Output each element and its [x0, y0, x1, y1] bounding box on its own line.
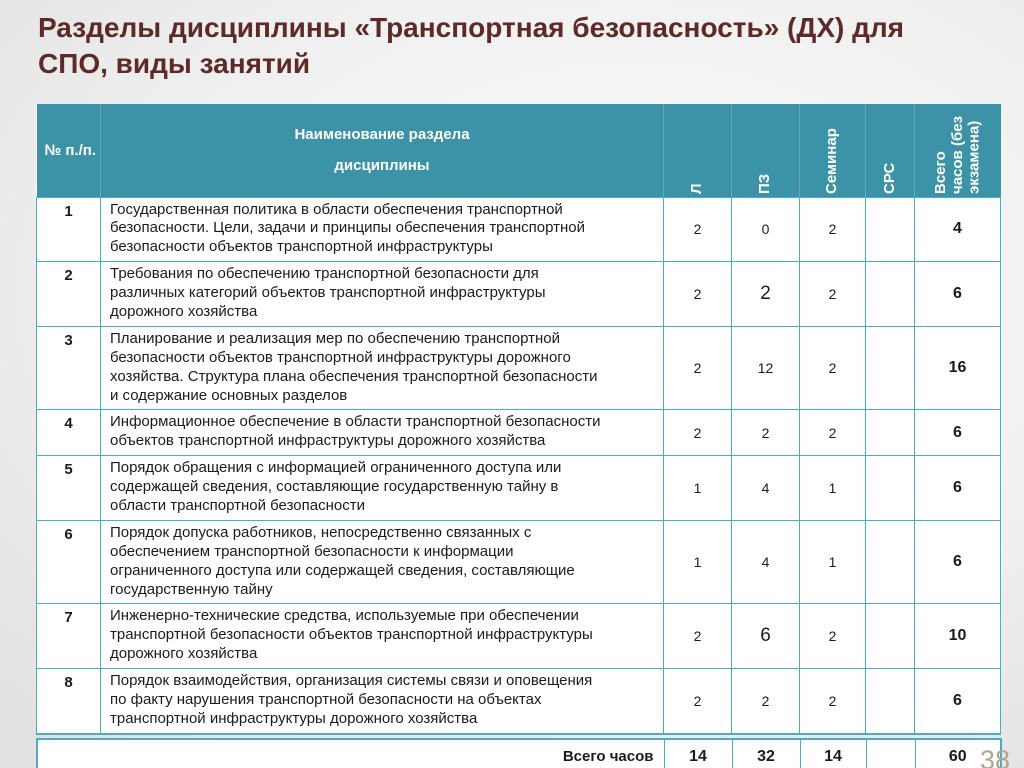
row-section-name-cell: Информационное обеспечение в области транспортной безопасности объектов транспортной инфраструктуры дорожного хозяйства	[101, 410, 664, 456]
row-number-cell: 3	[37, 326, 101, 410]
row-seminar-cell: 2	[800, 604, 866, 669]
header-practical: ПЗ	[732, 104, 800, 197]
row-total-hours-cell: 6	[915, 410, 1001, 456]
row-practical-cell: 0	[732, 197, 800, 262]
page-title-line-2: СПО, виды занятий	[38, 47, 311, 79]
header-lectures: Л	[664, 104, 732, 197]
page-title-line-1: Разделы дисциплины «Транспортная безопасность» (ДХ) для	[38, 12, 904, 43]
totals-lectures: 14	[664, 739, 732, 768]
row-lectures-cell: 2	[664, 410, 732, 456]
row-number-cell: 8	[37, 669, 101, 734]
table-body	[37, 197, 1001, 734]
header-srs: СРС	[866, 104, 915, 197]
table-row	[37, 669, 1001, 734]
totals-practical: 32	[732, 739, 800, 768]
row-srs-cell	[866, 604, 915, 669]
totals-total-hours: 60	[915, 739, 1001, 768]
row-srs-cell	[866, 520, 915, 604]
row-seminar-cell: 1	[800, 520, 866, 604]
row-lectures-cell: 2	[664, 262, 732, 327]
row-srs-cell	[866, 410, 915, 456]
header-num: № п./п.	[37, 104, 101, 197]
row-number-cell: 7	[37, 604, 101, 669]
row-seminar-cell: 2	[800, 326, 866, 410]
row-number-cell: 4	[37, 410, 101, 456]
row-number-cell: 5	[37, 456, 101, 521]
row-total-hours-cell: 6	[915, 456, 1001, 521]
row-section-name-cell: Планирование и реализация мер по обеспечению транспортной безопасности объектов транспортной инфраструктуры дорожного хозяйства. Структура плана обеспечения транспортной безопасности и содержание основных разделов	[101, 326, 664, 410]
row-srs-cell	[866, 456, 915, 521]
totals-row	[36, 738, 1002, 768]
row-srs-cell	[866, 669, 915, 734]
row-section-name-cell: Порядок взаимодействия, организация системы связи и оповещения по факту нарушения транспортной безопасности на объектах транспортной инфраструктуры дорожного хозяйства	[101, 669, 664, 734]
row-total-hours-cell: 16	[915, 326, 1001, 410]
row-lectures-cell: 2	[664, 326, 732, 410]
row-practical-cell: 12	[732, 326, 800, 410]
row-srs-cell	[866, 326, 915, 410]
row-total-hours-cell: 6	[915, 520, 1001, 604]
header-total-hours: Всего часов (без экзамена)	[915, 104, 1001, 197]
header-section-name: Наименование раздела дисциплины	[101, 104, 664, 197]
row-practical-cell: 2	[732, 410, 800, 456]
table-row	[37, 197, 1001, 262]
table-row	[37, 410, 1001, 456]
row-lectures-cell: 2	[664, 197, 732, 262]
main-table	[36, 104, 1001, 735]
table-header	[37, 104, 1001, 197]
row-seminar-cell: 1	[800, 456, 866, 521]
row-lectures-cell: 2	[664, 604, 732, 669]
row-seminar-cell: 2	[800, 197, 866, 262]
row-seminar-cell: 2	[800, 262, 866, 327]
table-row	[37, 326, 1001, 410]
row-lectures-cell: 1	[664, 520, 732, 604]
row-practical-cell: 6	[732, 604, 800, 669]
row-lectures-cell: 1	[664, 456, 732, 521]
table-row	[37, 604, 1001, 669]
discipline-sections-table	[36, 104, 1000, 768]
row-section-name-cell: Государственная политика в области обеспечения транспортной безопасности. Цели, задачи и принципы обеспечения транспортной безопасности объектов транспортной инфраструктуры	[101, 197, 664, 262]
totals-label: Всего часов	[37, 739, 664, 768]
row-srs-cell	[866, 197, 915, 262]
row-total-hours-cell: 6	[915, 262, 1001, 327]
row-lectures-cell: 2	[664, 669, 732, 734]
totals-seminar: 14	[800, 739, 866, 768]
slide	[0, 10, 1024, 768]
row-number-cell: 6	[37, 520, 101, 604]
row-section-name-cell: Порядок обращения с информацией ограниченного доступа или содержащей сведения, составляющие государственную тайну в области транспортной безопасности	[101, 456, 664, 521]
row-seminar-cell: 2	[800, 410, 866, 456]
page-title	[38, 10, 988, 82]
row-practical-cell: 4	[732, 456, 800, 521]
table-row	[37, 520, 1001, 604]
page-number: 38	[979, 745, 1010, 768]
row-practical-cell: 2	[732, 669, 800, 734]
row-total-hours-cell: 6	[915, 669, 1001, 734]
row-total-hours-cell: 10	[915, 604, 1001, 669]
totals-srs	[866, 739, 915, 768]
row-practical-cell: 2	[732, 262, 800, 327]
header-seminar: Семинар	[800, 104, 866, 197]
row-total-hours-cell: 4	[915, 197, 1001, 262]
row-seminar-cell: 2	[800, 669, 866, 734]
row-number-cell: 2	[37, 262, 101, 327]
row-srs-cell	[866, 262, 915, 327]
row-number-cell: 1	[37, 197, 101, 262]
row-section-name-cell: Требования по обеспечению транспортной безопасности для различных категорий объектов транспортной инфраструктуры дорожного хозяйства	[101, 262, 664, 327]
row-practical-cell: 4	[732, 520, 800, 604]
row-section-name-cell: Инженерно-технические средства, используемые при обеспечении транспортной безопасности объектов транспортной инфраструктуры дорожного хозяйства	[101, 604, 664, 669]
table-row	[37, 456, 1001, 521]
row-section-name-cell: Порядок допуска работников, непосредственно связанных с обеспечением транспортной безопасности к информации ограниченного доступа или содержащей сведения, составляющие государственную тайну	[101, 520, 664, 604]
table-row	[37, 262, 1001, 327]
